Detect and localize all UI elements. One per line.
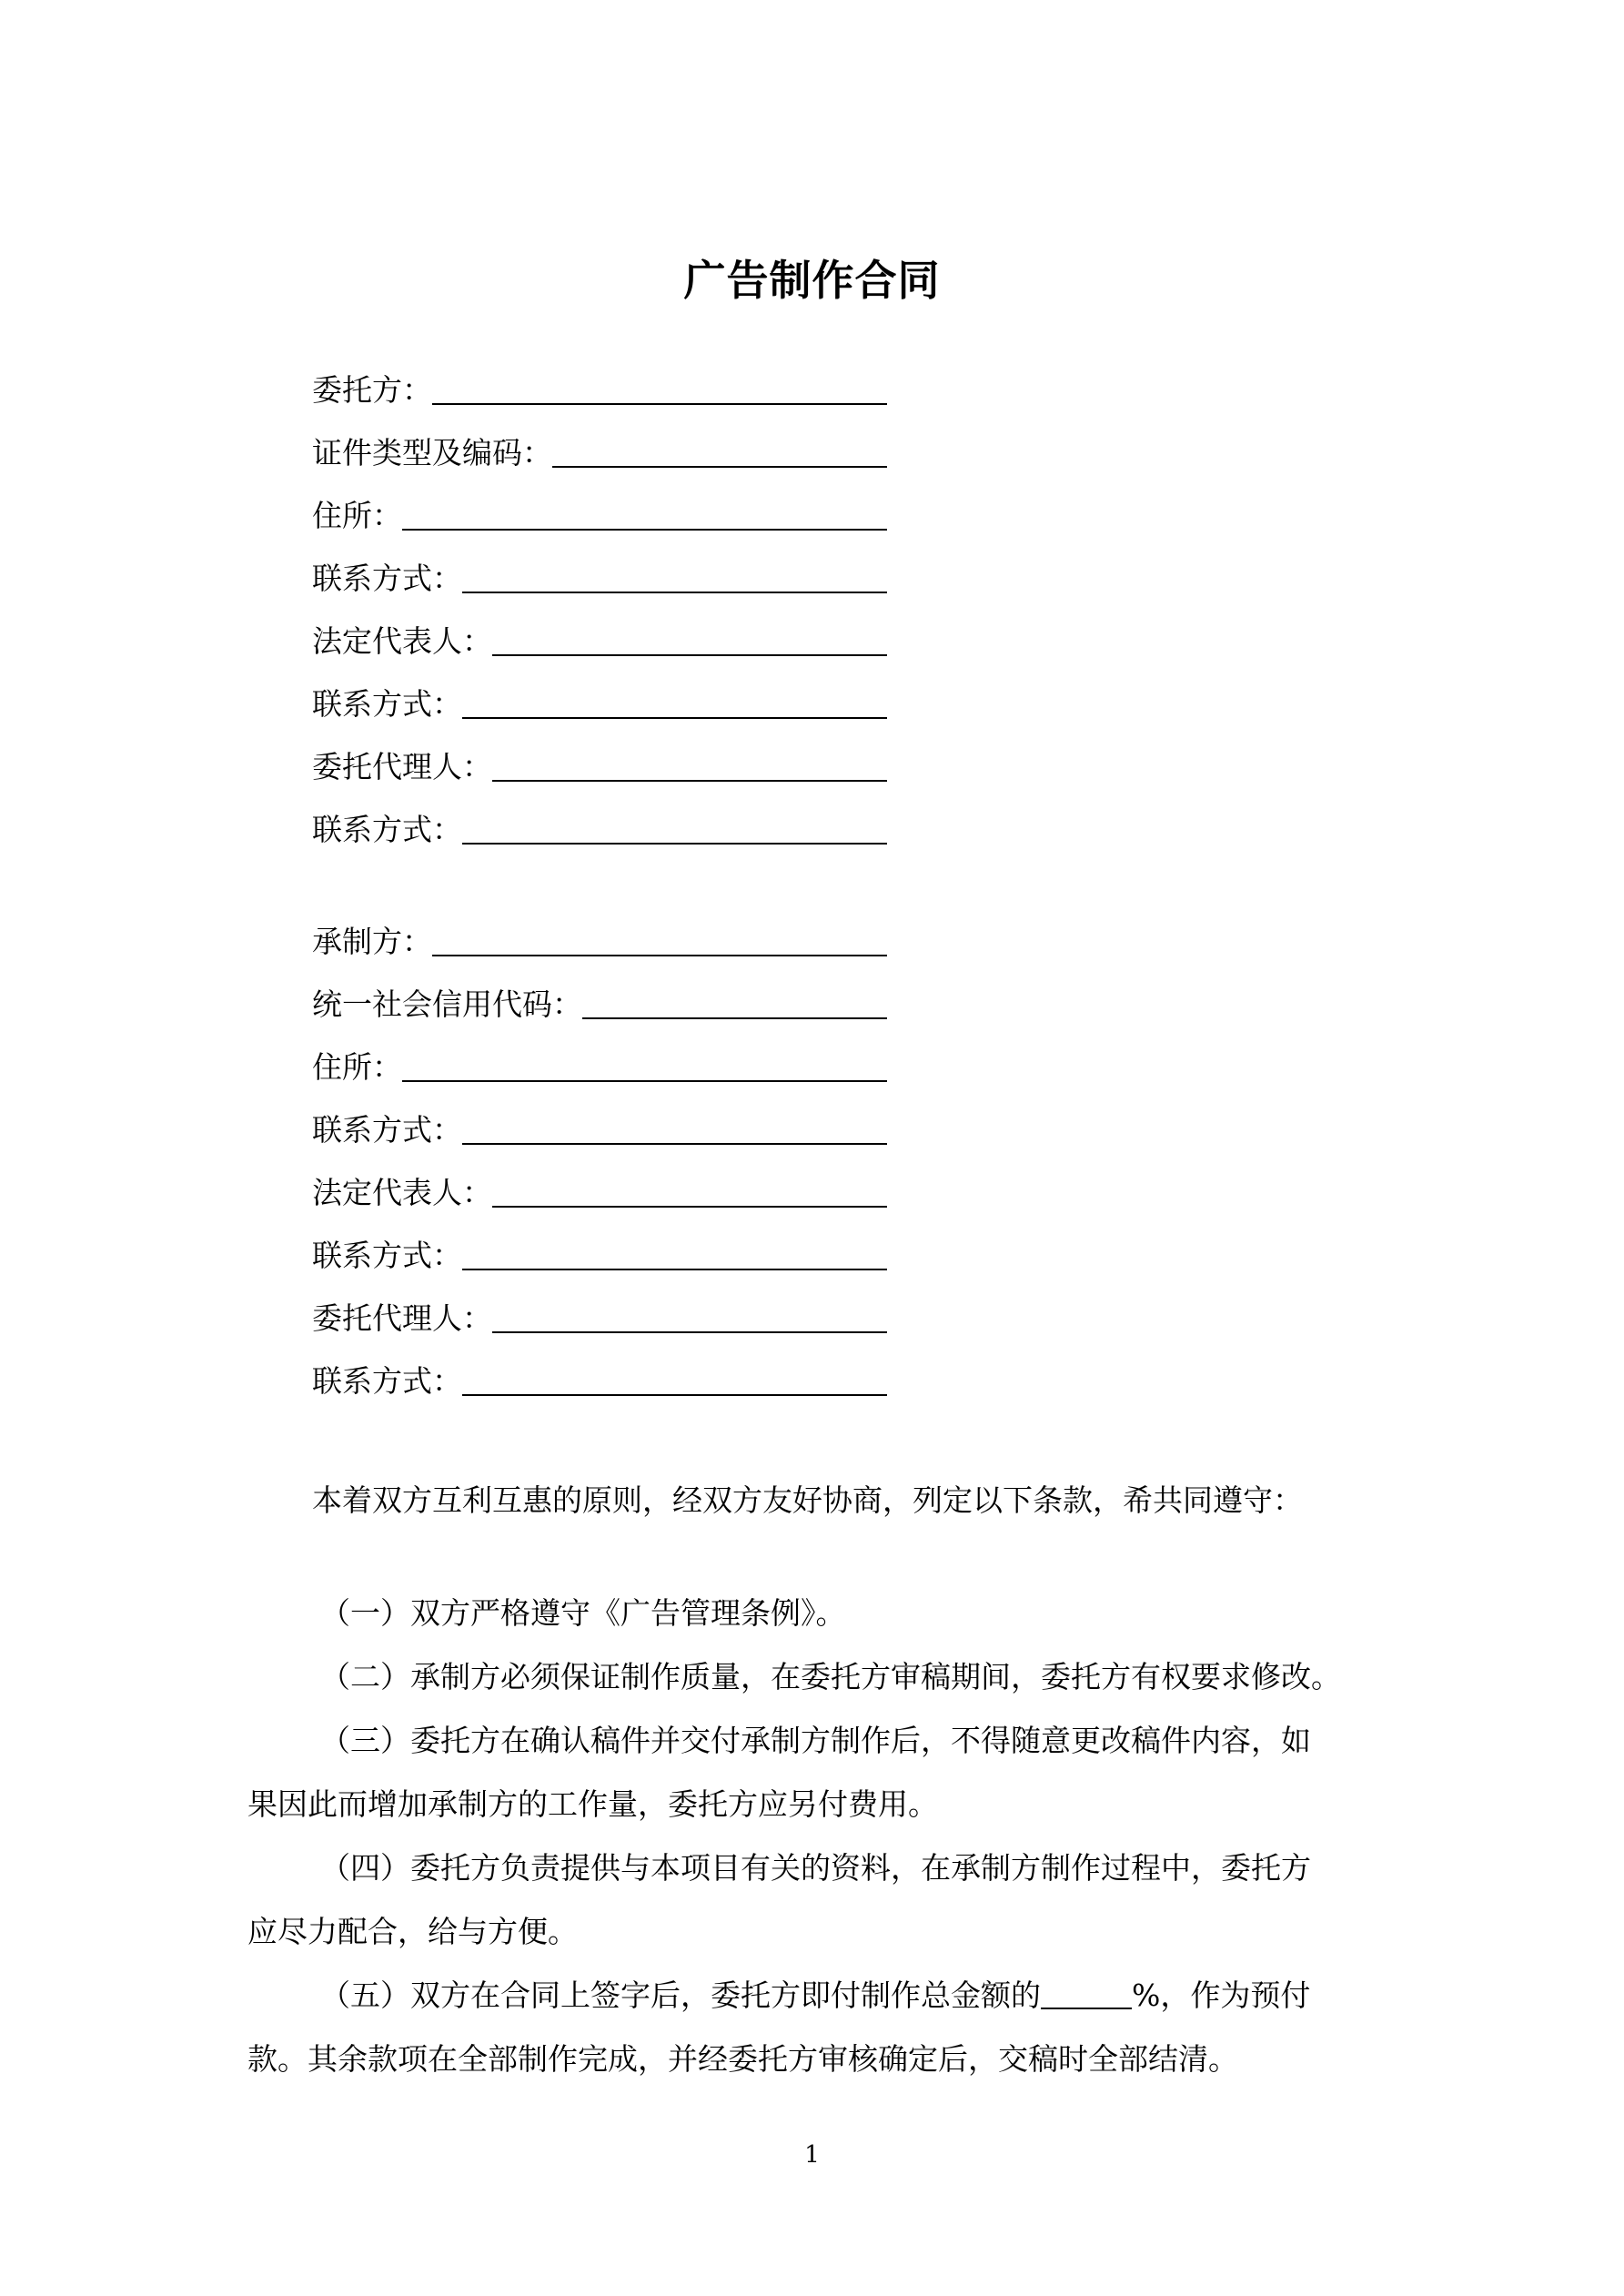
fill-line[interactable] [582,1017,887,1019]
contractor-name-label: 承制方： [312,924,432,959]
contractor-legal-rep-label: 法定代表人： [312,1175,492,1210]
page-number: 1 [804,2141,820,2169]
clause-3-line-2: 果因此而增加承制方的工作量，委托方应另付费用。 [247,1786,938,1822]
client-agent-contact-field[interactable] [312,804,887,849]
contractor-legal-rep-contact-label: 联系方式： [312,1238,462,1273]
fill-line[interactable] [402,529,887,531]
client-id-label: 证件类型及编码： [312,435,552,470]
client-agent-label: 委托代理人： [312,749,492,784]
contractor-legal-rep-contact-field[interactable] [312,1229,887,1275]
percent-blank[interactable] [1041,1980,1132,2009]
contractor-contact-label: 联系方式： [312,1112,462,1148]
contractor-credit-code-label: 统一社会信用代码： [312,986,582,1022]
clause-2-text: （二）承制方必须保证制作质量，在委托方审稿期间，委托方有权要求修改。 [320,1659,1341,1694]
fill-line[interactable] [492,1331,887,1333]
fill-line[interactable] [462,1269,887,1270]
clause-4 [247,1836,1385,1964]
contractor-agent-field[interactable] [312,1292,887,1338]
client-contact-field[interactable] [312,552,887,598]
contractor-address-field[interactable] [312,1041,887,1087]
client-legal-rep-label: 法定代表人： [312,623,492,659]
client-agent-contact-label: 联系方式： [312,812,462,847]
contractor-agent-label: 委托代理人： [312,1300,492,1336]
contractor-address-label: 住所： [312,1049,402,1085]
client-address-field[interactable] [312,490,887,535]
client-contact-label: 联系方式： [312,561,462,596]
fill-line[interactable] [462,592,887,593]
contractor-agent-contact-label: 联系方式： [312,1363,462,1399]
clause-3-line-1: （三）委托方在确认稿件并交付承制方制作后，不得随意更改稿件内容，如 [320,1723,1311,1758]
fill-line[interactable] [462,843,887,845]
fill-line[interactable] [492,654,887,656]
clause-1-text: （一）双方严格遵守《广告管理条例》。 [320,1595,846,1631]
contractor-contact-field[interactable] [312,1104,887,1149]
clause-4-line-1: （四）委托方负责提供与本项目有关的资料，在承制方制作过程中，委托方 [320,1850,1311,1886]
clause-1 [247,1582,1385,1645]
contractor-name-field[interactable] [312,915,887,961]
clause-5-part-1: （五）双方在合同上签字后，委托方即付制作总金额的 [320,1977,1041,2013]
fill-line[interactable] [552,466,887,468]
fill-line[interactable] [462,1143,887,1145]
intro-paragraph: 本着双方互利互惠的原则，经双方友好协商，列定以下条款，希共同遵守： [312,1482,1303,1518]
fill-line[interactable] [402,1080,887,1082]
fill-line[interactable] [462,717,887,719]
client-id-field[interactable] [312,427,887,472]
clause-5-line-1 [247,1964,1385,2028]
client-address-label: 住所： [312,498,402,533]
fill-line[interactable] [492,780,887,782]
contractor-legal-rep-field[interactable] [312,1167,887,1212]
clause-5 [247,1964,1385,2091]
clause-5-part-2: %，作为预付 [1132,1977,1311,2013]
fill-line[interactable] [462,1394,887,1396]
clause-4-line-2: 应尽力配合，给与方便。 [247,1914,578,1949]
fill-line[interactable] [432,955,887,956]
clause-5-line-2: 款。其余款项在全部制作完成，并经委托方审核确定后，交稿时全部结清。 [247,2041,1238,2077]
document-title: 广告制作合同 [683,256,941,305]
fill-line[interactable] [432,403,887,405]
client-name-field[interactable] [312,364,887,410]
clause-2 [247,1645,1385,1709]
client-agent-field[interactable] [312,741,887,786]
client-name-label: 委托方： [312,372,432,408]
fill-line[interactable] [492,1206,887,1208]
clause-3 [247,1709,1385,1836]
client-legal-rep-contact-label: 联系方式： [312,686,462,722]
contractor-agent-contact-field[interactable] [312,1355,887,1401]
client-legal-rep-field[interactable] [312,615,887,661]
contractor-credit-code-field[interactable] [312,978,887,1024]
client-legal-rep-contact-field[interactable] [312,678,887,723]
